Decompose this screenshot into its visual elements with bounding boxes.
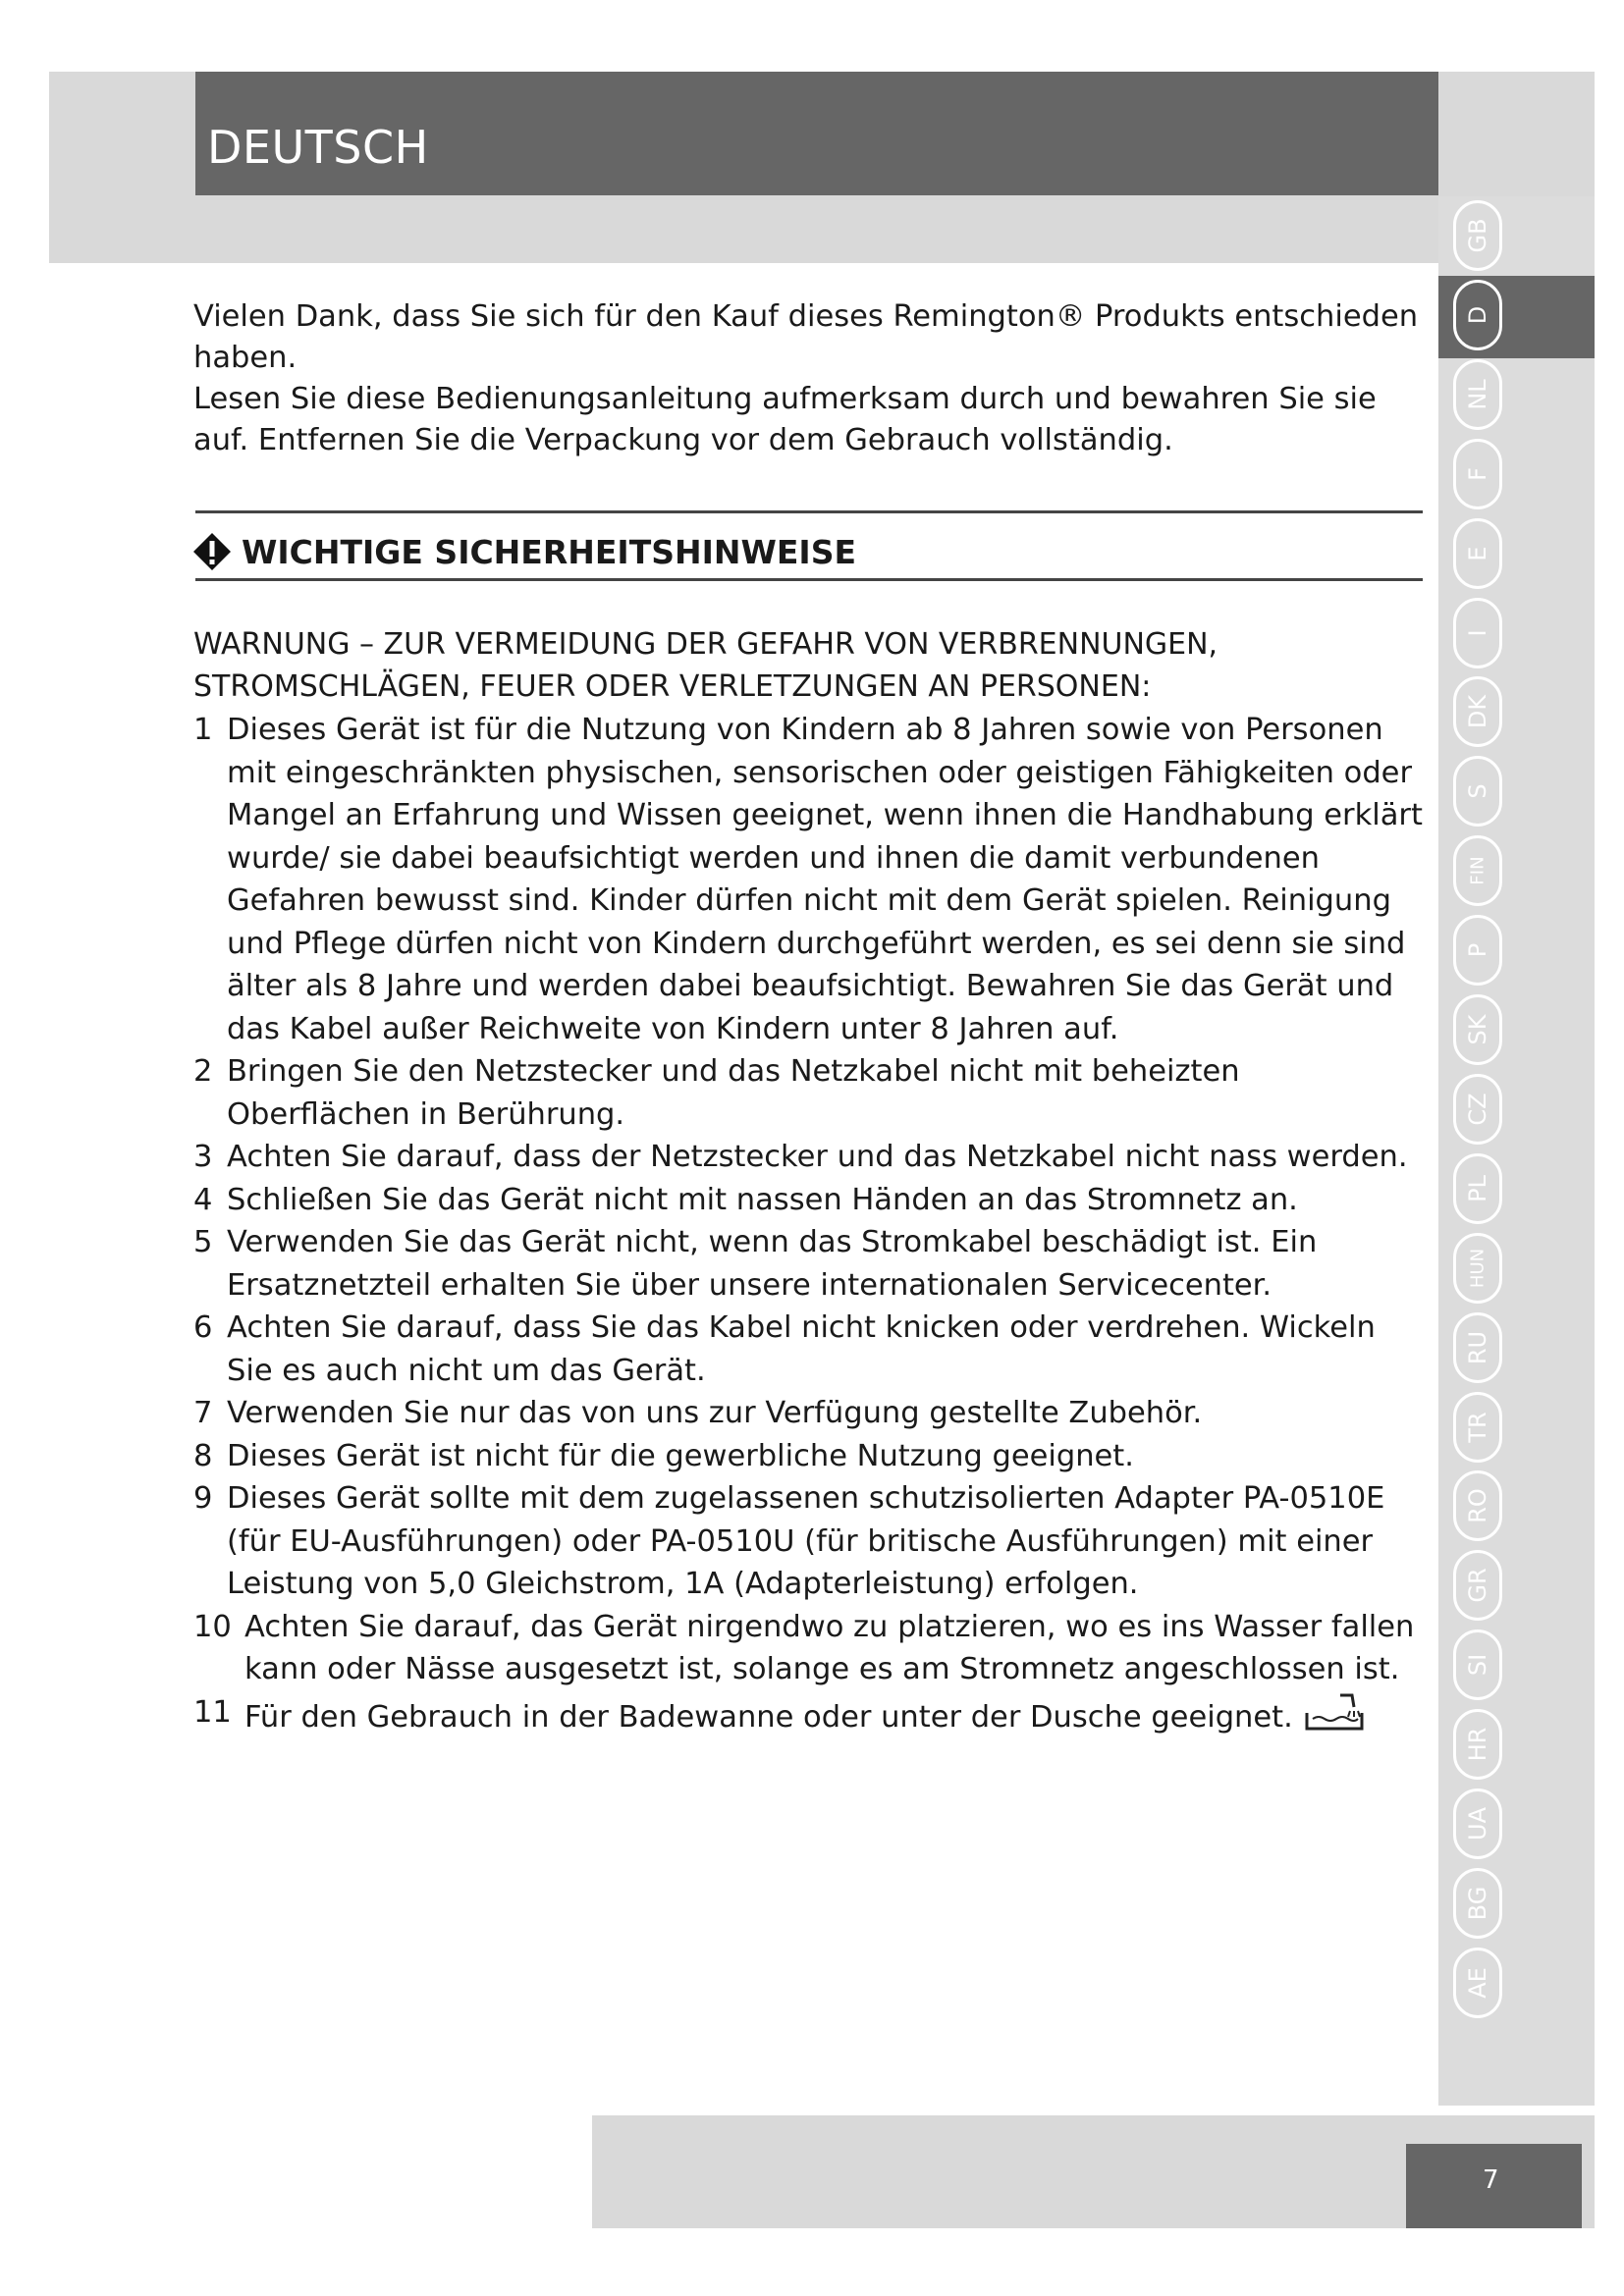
language-tab-e[interactable] [1453,518,1502,589]
language-tab-hr[interactable] [1453,1709,1502,1780]
language-code: S [1464,783,1491,799]
section-title: WICHTIGE SICHERHEITSHINWEISE [242,532,857,571]
section-heading [192,524,856,579]
title-bar [195,72,1438,195]
item-number: 5 [193,1225,213,1259]
list-item [193,1050,1431,1136]
page-number: 7 [1483,2165,1499,2195]
language-code: HUN [1467,1248,1489,1289]
item-text: Dieses Gerät sollte mit dem zugelassenen schutzisolierten Adapter PA-0510E (für EU-Ausführungen) oder PA-0510U (für britische Ausführungen) mit einer Leistung von 5,0 Gleichstrom, 1A (Adapterleistung) erfolgen. [227,1481,1385,1601]
language-code: GR [1464,1568,1491,1603]
language-tab-i[interactable] [1453,598,1502,668]
language-code: FIN [1467,856,1489,885]
language-code: RO [1464,1488,1491,1523]
list-item [193,1392,1431,1435]
language-tab-nl[interactable] [1453,359,1502,430]
list-item [193,1691,1431,1739]
list-item [193,1606,1431,1691]
language-code: AE [1464,1967,1491,1999]
language-code: E [1464,546,1491,561]
language-tab-sk[interactable] [1453,994,1502,1065]
language-code: UA [1464,1807,1491,1841]
language-tab-d[interactable] [1453,280,1502,350]
language-code: P [1464,942,1491,958]
item-text: Für den Gebrauch in der Badewanne oder unter der Dusche geeignet. [244,1699,1293,1735]
list-item [193,1221,1431,1307]
intro-line-1: Vielen Dank, dass Sie sich für den Kauf dieses Remington® Produkts entschieden haben. [193,299,1419,375]
language-code: CZ [1464,1093,1491,1126]
intro-text [193,296,1421,461]
list-item [193,709,1431,1050]
item-number: 3 [193,1140,213,1174]
item-number: 6 [193,1310,213,1345]
language-tab-f[interactable] [1453,439,1502,509]
language-code: RU [1464,1330,1491,1365]
language-tab-ro[interactable] [1453,1470,1502,1541]
item-11-text [244,1691,1431,1739]
language-tab-gb[interactable] [1453,200,1502,271]
list-item [193,1477,1431,1606]
list-item [193,1435,1431,1478]
list-item [193,1307,1431,1392]
language-tab-hun[interactable] [1453,1233,1502,1304]
language-tab-gr[interactable] [1453,1550,1502,1621]
language-code: HR [1464,1727,1491,1762]
warning-diamond-icon [192,532,232,571]
list-item [193,1179,1431,1222]
language-code: NL [1464,379,1491,410]
bathtub-icon [1303,1691,1366,1735]
item-number: 7 [193,1396,213,1430]
language-code: SI [1464,1653,1491,1677]
section-rule-top [195,510,1423,513]
safety-list [193,709,1431,1738]
item-text: Achten Sie darauf, dass der Netzstecker und das Netzkabel nicht nass werden. [227,1140,1408,1174]
language-tab-ru[interactable] [1453,1312,1502,1383]
item-number: 4 [193,1182,213,1217]
language-tab-fin[interactable] [1453,835,1502,906]
language-tab-ae[interactable] [1453,1948,1502,2018]
language-code: GB [1464,218,1491,253]
intro-line-2: Lesen Sie diese Bedienungsanleitung aufmerksam durch und bewahren Sie sie auf. Entfernen Sie die Verpackung vor dem Gebrauch vollständig. [193,382,1377,457]
language-code: F [1464,467,1491,481]
item-number: 11 [193,1694,232,1730]
item-number: 10 [193,1609,232,1644]
item-text: Schließen Sie das Gerät nicht mit nassen Händen an das Stromnetz an. [227,1182,1298,1217]
item-number: 9 [193,1481,213,1516]
language-tab-dk[interactable] [1453,676,1502,747]
language-code: TR [1464,1412,1491,1443]
item-text: Verwenden Sie nur das von uns zur Verfügung gestellte Zubehör. [227,1396,1203,1430]
page-title: DEUTSCH [207,121,429,174]
language-code: PL [1464,1175,1491,1202]
language-code: DK [1464,694,1491,729]
warning-text: WARNUNG – ZUR VERMEIDUNG DER GEFAHR VON VERBRENNUNGEN, STROMSCHLÄGEN, FEUER ODER VERLETZUNGEN AN PERSONEN: [193,627,1218,704]
language-tab-pl[interactable] [1453,1153,1502,1224]
item-text: Dieses Gerät ist nicht für die gewerbliche Nutzung geeignet. [227,1438,1134,1473]
language-tab-cz[interactable] [1453,1074,1502,1145]
page-number-box [1406,2144,1582,2228]
language-tab-si[interactable] [1453,1629,1502,1700]
language-code: SK [1464,1014,1491,1045]
item-text: Achten Sie darauf, das Gerät nirgendwo zu platzieren, wo es ins Wasser fallen kann oder Nässe ausgesetzt ist, solange es am Stromnetz angeschlossen ist. [244,1609,1415,1686]
list-item [193,1136,1431,1179]
item-number: 2 [193,1054,213,1089]
section-rule-bottom [195,578,1423,581]
item-number: 1 [193,713,213,747]
language-code: BG [1464,1886,1491,1921]
item-text: Verwenden Sie das Gerät nicht, wenn das Stromkabel beschädigt ist. Ein Ersatznetzteil erhalten Sie über unsere internationalen Servicecenter. [227,1225,1318,1303]
language-tab-s[interactable] [1453,756,1502,827]
item-text: Bringen Sie den Netzstecker und das Netzkabel nicht mit beheizten Oberflächen in Berührung. [227,1054,1240,1132]
item-text: Achten Sie darauf, dass Sie das Kabel nicht knicken oder verdrehen. Wickeln Sie es auch nicht um das Gerät. [227,1310,1376,1388]
item-number: 8 [193,1438,213,1473]
language-code: D [1464,305,1491,325]
language-code: I [1464,629,1491,637]
language-tab-ua[interactable] [1453,1789,1502,1859]
language-tab-p[interactable] [1453,915,1502,986]
language-tab-bg[interactable] [1453,1868,1502,1939]
item-text: Dieses Gerät ist für die Nutzung von Kindern ab 8 Jahren sowie von Personen mit eingeschränkten physischen, sensorischen oder geistigen Fähigkeiten oder Mangel an Erfahrung und Wissen geeignet, wenn ihnen die Handhabung erklärt wurde/ sie dabei beaufsichtigt werden und ihnen die damit verbundenen Gefahren bewusst sind. Kinder dürfen nicht mit dem Gerät spielen. Reinigung und Pflege dürfen nicht von Kindern durchgeführt werden, es sei denn sie sind älter als 8 Jahre und werden dabei beaufsichtigt. Bewahren Sie das Gerät und das Kabel außer Reichweite von Kindern unter 8 Jahren auf. [227,713,1423,1046]
language-tab-tr[interactable] [1453,1392,1502,1463]
